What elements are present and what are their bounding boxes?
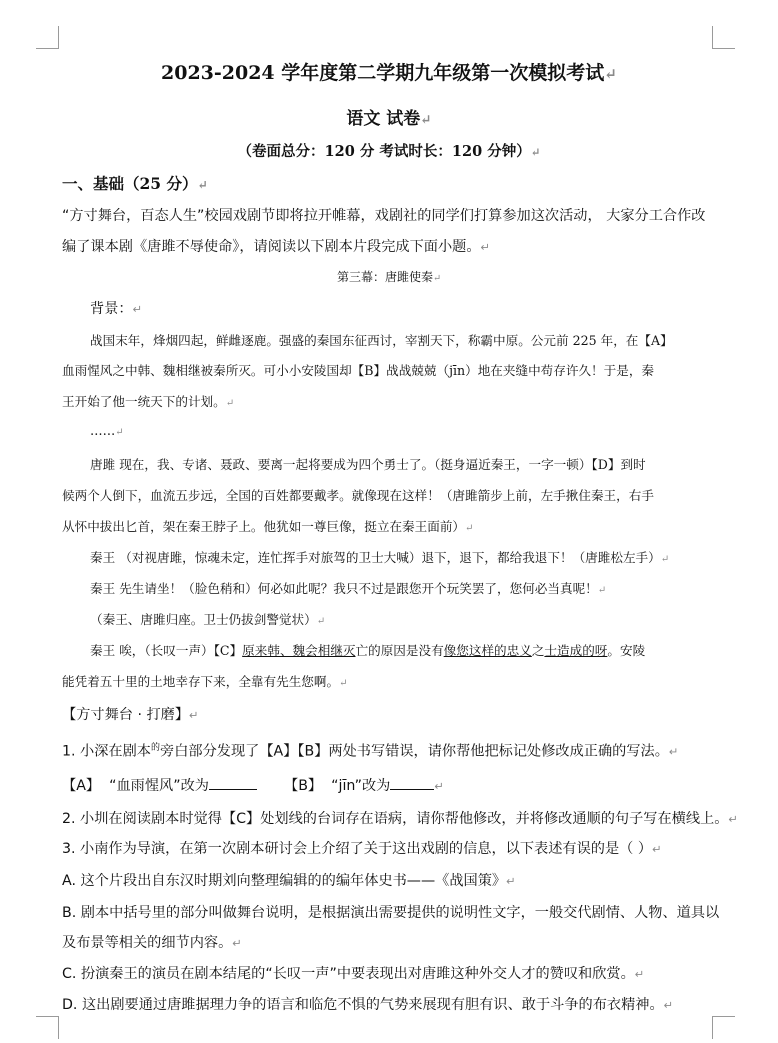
option-b-line-2: 及布景等相关的细节内容。↵ bbox=[62, 935, 242, 951]
tangju-line-2: 候两个人倒下，血流五步远，全国的百姓都要戴孝。就像现在这样！（唐雎箭步上前，左手揪住秦王，右手 bbox=[62, 488, 654, 503]
underlined-phrase-3: 士造成的呀 bbox=[544, 643, 608, 658]
background-line-2: 血雨惺风之中韩、魏相继被秦所灭。可小小安陵国却【B】战战兢兢（jīn）地在夹缝中苟存许久！于是，秦 bbox=[62, 363, 655, 378]
tangju-line-1: 唐雎 现在，我、专诸、聂政、要离一起将要成为四个勇士了。（挺身逼近秦王，一字一顿）【D】到时 bbox=[90, 457, 646, 472]
ellipsis: ……↵ bbox=[90, 423, 124, 438]
underlined-phrase-1: 原来韩、魏会相继灭 bbox=[242, 643, 356, 658]
corner-mark-top-left bbox=[36, 26, 59, 49]
background-label: 背景：↵ bbox=[90, 301, 143, 317]
paragraph-mark: ↵ bbox=[604, 65, 617, 83]
paragraph-mark: ↵ bbox=[420, 112, 432, 128]
qinwang-line-4: 能凭着五十里的土地幸存下来，全靠有先生您啊。↵ bbox=[62, 674, 348, 689]
option-b-line-1: B. 剧本中括号里的部分叫做舞台说明，是根据演出需要提供的说明性文字，一般交代剧情、人物、道具以 bbox=[62, 905, 720, 921]
corner-mark-bottom-right bbox=[712, 1016, 735, 1039]
intro-line-2: 编了课本剧《唐雎不辱使命》，请阅读以下剧本片段完成下面小题。↵ bbox=[62, 239, 491, 255]
qinwang-line-2: 秦王 先生请坐！（脸色稍和）何必如此呢？我只不过是跟您开个玩笑罢了，您何必当真呢！↵ bbox=[90, 581, 607, 596]
underlined-phrase-2: 像您这样的忠义 bbox=[443, 643, 532, 658]
option-c: C. 扮演秦王的演员在剧本结尾的“长叹一声”中要表现出对唐雎这种外交人才的赞叹和欣赏。↵ bbox=[62, 966, 645, 982]
intro-line-1: “方寸舞台，百态人生”校园戏剧节即将拉开帷幕，戏剧社的同学们打算参加这次活动， 大家分工合作改 bbox=[62, 208, 706, 224]
option-d: D. 这出剧要通过唐雎据理力争的语言和临危不惧的气势来展现有胆有识、敢于斗争的布衣精神。↵ bbox=[62, 997, 674, 1013]
background-line-3: 王开始了他一统天下的计划。↵ bbox=[62, 394, 235, 409]
scene-title: 第三幕：唐雎使秦↵ bbox=[336, 270, 442, 284]
paragraph-mark: ↵ bbox=[530, 145, 541, 159]
corner-mark-top-right bbox=[712, 26, 735, 49]
exam-title: 2023-2024 学年度第二学期九年级第一次模拟考试↵ bbox=[161, 62, 617, 84]
question-1: 1. 小深在剧本$^的$旁白部分发现了【A】【B】两处书写错误，请你帮他把标记处修改成正确的写法。↵ bbox=[62, 743, 679, 760]
qinwang-line-1: 秦王 （对视唐雎，惊魂未定，连忙挥手对旅驾的卫士大喊）退下，退下，都给我退下！（唐雎松左手）↵ bbox=[90, 550, 670, 565]
question-block-title: 【方寸舞台 · 打磨】↵ bbox=[62, 707, 199, 723]
section-heading: 一、基础（25 分）↵ bbox=[62, 174, 208, 193]
exam-subtitle: 语文 试卷↵ bbox=[346, 109, 432, 129]
background-line-1: 战国末年，烽烟四起，鲜雌逐鹿。强盛的秦国东征西讨，宰割天下，称霸中原。公元前 225 年，在【A】 bbox=[90, 333, 673, 348]
exam-info: （卷面总分：120 分 考试时长：120 分钟）↵ bbox=[237, 143, 541, 160]
question-2: 2. 小圳在阅读剧本时觉得【C】处划线的台词存在语病，请你帮他修改，并将修改通顺的句子写在横线上。↵ bbox=[62, 811, 738, 827]
answer-blank-b[interactable] bbox=[390, 777, 434, 790]
question-1-answers: 【A】 “血雨惺风”改为 【B】 “jīn”改为 ↵ bbox=[62, 778, 444, 794]
corner-mark-bottom-left bbox=[36, 1016, 59, 1039]
qinwang-line-3: 秦王 唉，（长叹一声）【C】原来韩、魏会相继灭亡的原因是没有像您这样的忠义之士造成的呀。安陵 bbox=[90, 643, 646, 658]
tangju-line-3: 从怀中拔出匕首，架在秦王脖子上。他犹如一尊巨像，挺立在秦王面前）↵ bbox=[62, 519, 474, 534]
stage-direction: （秦王、唐雎归座。卫士仍拔剑警觉状）↵ bbox=[90, 612, 326, 627]
answer-blank-a[interactable] bbox=[209, 777, 257, 790]
option-a: A. 这个片段出自东汉时期刘向整理编辑的的编年体史书——《战国策》↵ bbox=[62, 873, 516, 889]
question-3: 3. 小南作为导演，在第一次剧本研讨会上介绍了关于这出戏剧的信息，以下表述有误的是（ ）↵ bbox=[62, 841, 662, 857]
